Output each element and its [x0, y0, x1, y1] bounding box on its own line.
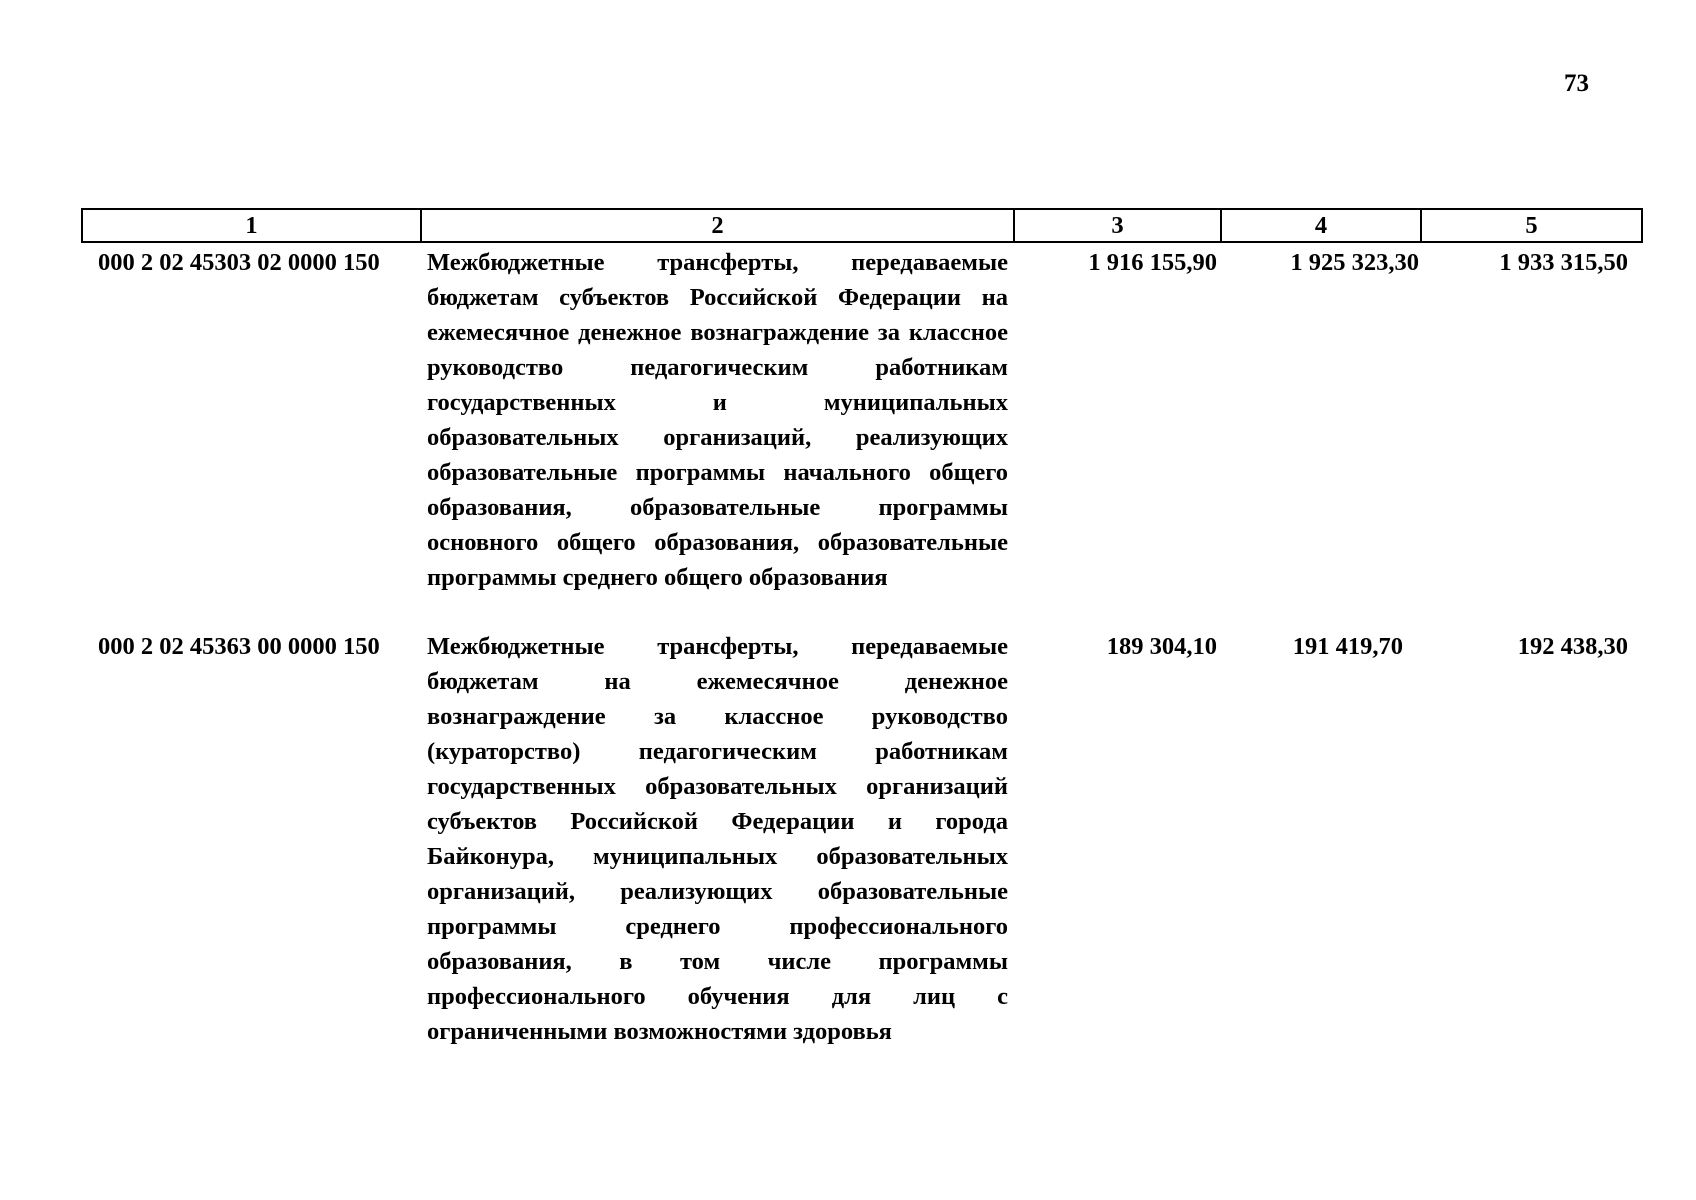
column-header-5: 5 [1421, 209, 1642, 242]
amount-col3: 1 916 155,90 [1088, 249, 1217, 276]
amount-col5: 192 438,30 [1517, 633, 1628, 660]
page-number: 73 [1564, 70, 1589, 97]
column-header-3: 3 [1014, 209, 1221, 242]
amount-col3: 189 304,10 [1106, 633, 1217, 660]
amount-col5: 1 933 315,50 [1499, 249, 1628, 276]
description: Межбюджетные трансферты, передаваемые бюджетам на ежемесячное денежное вознаграждение за классное руководство (кураторство) педагогическим работникам государственных образовательных организаций субъектов Российской Федерации и города Байконура, муниципальных образовательных организаций, реализующих образовательные программы среднего профессионального образования, в том числе программы профессионального обучения для лиц с ограниченными возможностями здоровья [427, 633, 1008, 1045]
amount-col4: 1 925 323,30 [1290, 249, 1419, 276]
amount-col4: 191 419,70 [1292, 633, 1403, 660]
budget-code: 000 2 02 45363 00 0000 150 [98, 633, 380, 660]
table-row [82, 627, 1642, 1049]
table-header-row [82, 209, 1642, 242]
budget-code: 000 2 02 45303 02 0000 150 [98, 249, 380, 276]
budget-table [81, 208, 1643, 1049]
column-header-1: 1 [82, 209, 421, 242]
column-header-4: 4 [1221, 209, 1421, 242]
table-row [82, 242, 1642, 627]
description: Межбюджетные трансферты, передаваемые бюджетам субъектов Российской Федерации на ежемесячное денежное вознаграждение за классное руководство педагогическим работникам государственных и муниципальных образовательных организаций, реализующих образовательные программы начального общего образования, образовательные программы основного общего образования, образовательные программы среднего общего образования [427, 249, 1008, 591]
column-header-2: 2 [421, 209, 1014, 242]
